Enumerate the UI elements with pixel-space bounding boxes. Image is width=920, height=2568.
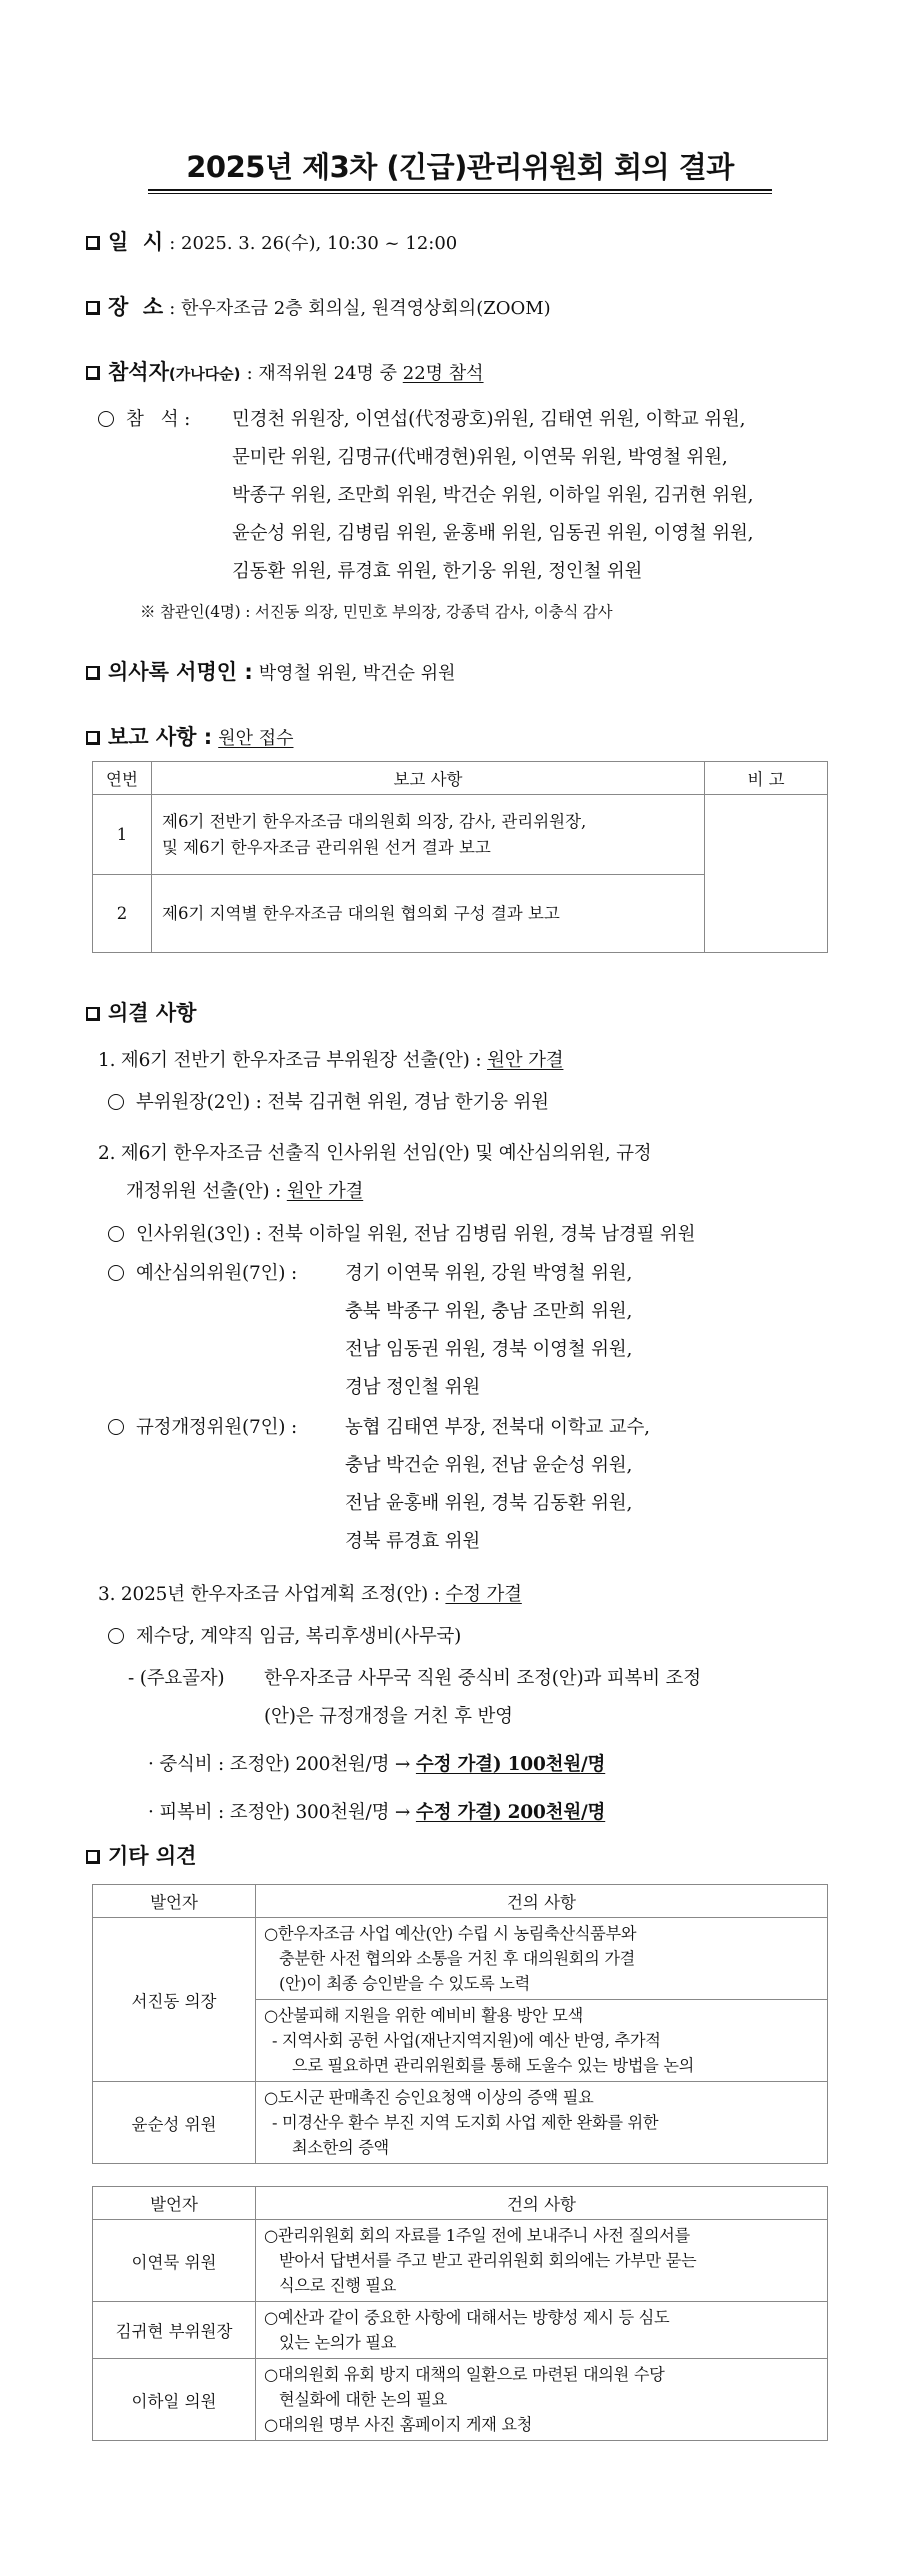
table-row: [93, 1918, 828, 2000]
opinion-line: ○예산과 같이 중요한 사항에 대해서는 방향성 제시 등 심도: [264, 2308, 670, 2327]
opinion-line: 최소한의 증액: [292, 2138, 389, 2157]
table-row: [93, 2302, 828, 2359]
checkbox-bullet-icon: [86, 731, 100, 745]
opinions-table-2: [92, 2186, 828, 2441]
observers-note: ※ 참관인(4명) : 서진동 의장, 민민호 부의장, 강종덕 감사, 이충식 감사: [140, 603, 613, 621]
attendees-summary: : 재적위원 24명 중 22명 참석: [246, 363, 484, 384]
budget-committee-line: 경기 이연묵 위원, 강원 박영철 위원,: [345, 1263, 633, 1284]
checkbox-bullet-icon: [86, 301, 100, 315]
clothing-allowance-result: 수정 가결) 200천원/명: [415, 1802, 606, 1823]
resolution-2-result: 원안 가결: [286, 1181, 364, 1202]
opinion-line: 식으로 진행 필요: [279, 2276, 397, 2295]
resolution-3-note-line1: 한우자조금 사무국 직원 중식비 조정(안)과 피복비 조정: [264, 1668, 701, 1689]
col-header-note: 비 고: [705, 762, 828, 795]
rule-committee-line: 농협 김태연 부장, 전북대 이학교 교수,: [345, 1417, 650, 1438]
row-opinion: [256, 2359, 828, 2441]
checkbox-bullet-icon: [86, 666, 100, 680]
opinion-line: 있는 논의가 필요: [279, 2333, 397, 2352]
date-value: : 2025. 3. 26(수), 10:30 ~ 12:00: [169, 233, 458, 254]
col-header-opinion: 건의 사항: [256, 1885, 828, 1918]
opinions-table-1: [92, 1884, 828, 2164]
resolution-3-note-label: - (주요골자): [128, 1668, 225, 1689]
rule-committee-line: 충남 박건순 위원, 전남 윤순성 위원,: [345, 1455, 633, 1476]
row-item-line: 제6기 전반기 한우자조금 대의원회 의장, 감사, 관리위원장,: [162, 811, 587, 831]
report-result: 원안 접수: [218, 728, 294, 749]
place-value: : 한우자조금 2층 회의실, 원격영상회의(ZOOM): [169, 298, 551, 319]
rule-committee-label: 규정개정위원(7인) :: [108, 1413, 297, 1439]
circle-bullet-icon: [108, 1628, 124, 1644]
opinion-line: ○대의원 명부 사진 홈페이지 게재 요청: [264, 2415, 533, 2434]
present-label-line: [98, 405, 190, 431]
col-header-opinion: 건의 사항: [256, 2187, 828, 2220]
circle-bullet-icon: [108, 1419, 124, 1435]
row-item: [152, 875, 705, 953]
row-item: [152, 795, 705, 875]
opinions-table-1-header: [93, 1885, 828, 1918]
row-opinion: [256, 1918, 828, 2000]
row-opinion: [256, 2220, 828, 2302]
report-label: 보고 사항 :: [108, 725, 213, 749]
budget-committee-line: 전남 임동권 위원, 경북 이영철 위원,: [345, 1339, 633, 1360]
opinion-line: ○관리위원회 회의 자료를 1주일 전에 보내주니 사전 질의서를: [264, 2226, 690, 2245]
circle-bullet-icon: [98, 411, 114, 427]
row-no: 1: [93, 795, 152, 875]
row-speaker: 서진동 의장: [93, 1918, 256, 2082]
row-opinion: [256, 2000, 828, 2082]
circle-bullet-icon: [108, 1226, 124, 1242]
date-label: 일 시: [108, 230, 164, 254]
resolution-2-title-line1: 2. 제6기 한우자조금 선출직 인사위원 선임(안) 및 예산심의위원, 규정: [98, 1143, 652, 1164]
budget-committee-line: 충북 박종구 위원, 충남 조만희 위원,: [345, 1301, 633, 1322]
resolution-3-item: 제수당, 계약직 임금, 복리후생비(사무국): [108, 1622, 461, 1648]
opinion-line: 으로 필요하면 관리위원회를 통해 도울수 있는 방법을 논의: [292, 2056, 695, 2075]
section-place: [86, 291, 551, 321]
row-opinion: [256, 2302, 828, 2359]
resolution-1-result: 원안 가결: [487, 1050, 564, 1071]
present-label: 참 석 :: [126, 409, 191, 430]
section-attendees: [86, 356, 484, 386]
row-speaker: 윤순성 위원: [93, 2082, 256, 2164]
resolution-2-title-line2: 개정위원 선출(안) : 원안 가결: [126, 1181, 364, 1202]
report-table: [92, 761, 828, 953]
col-header-speaker: 발언자: [93, 2187, 256, 2220]
section-other-opinions: [86, 1840, 196, 1870]
col-header-no: 연번: [93, 762, 152, 795]
report-table-header: [93, 762, 828, 795]
signers-label: 의사록 서명인 :: [108, 660, 253, 684]
table-row: [93, 2082, 828, 2164]
section-signers: [86, 656, 456, 686]
opinion-line: 현실화에 대한 논의 필요: [279, 2390, 447, 2409]
col-header-item: 보고 사항: [152, 762, 705, 795]
present-line-3: 박종구 위원, 조만희 위원, 박건순 위원, 이하일 위원, 김귀현 위원,: [232, 485, 754, 506]
table-row: [93, 2220, 828, 2302]
opinion-line: - 지역사회 공헌 사업(재난지역지원)에 예산 반영, 추가적: [272, 2031, 661, 2050]
circle-bullet-icon: [108, 1094, 124, 1110]
budget-committee-line: 경남 정인철 위원: [345, 1377, 481, 1398]
hr-committee-item: 인사위원(3인) : 전북 이하일 위원, 전남 김병림 위원, 경북 남경필 위원: [108, 1220, 695, 1246]
resolution-3-note-line2: (안)은 규정개정을 거친 후 반영: [264, 1706, 513, 1727]
row-note: [705, 795, 828, 953]
resolution-3-title: 3. 2025년 한우자조금 사업계획 조정(안) : 수정 가결: [98, 1584, 522, 1605]
checkbox-bullet-icon: [86, 1007, 100, 1021]
opinion-line: ○대의원회 유회 방지 대책의 일환으로 마련된 대의원 수당: [264, 2365, 665, 2384]
row-speaker: 김귀현 부위원장: [93, 2302, 256, 2359]
present-line-5: 김동환 위원, 류경효 위원, 한기웅 위원, 정인철 위원: [232, 561, 643, 582]
rule-committee-line: 전남 윤홍배 위원, 경북 김동환 위원,: [345, 1493, 633, 1514]
budget-committee-label: 예산심의위원(7인) :: [108, 1259, 297, 1285]
row-speaker: 이하일 의원: [93, 2359, 256, 2441]
present-line-2: 문미란 위원, 김명규(代배경현)위원, 이연묵 위원, 박영철 위원,: [232, 447, 728, 468]
document-title: 2025년 제3차 (긴급)관리위원회 회의 결과: [186, 150, 734, 184]
table-row: [93, 2359, 828, 2441]
present-line-4: 윤순성 위원, 김병림 위원, 윤홍배 위원, 임동권 위원, 이영철 위원,: [232, 523, 754, 544]
row-speaker: 이연묵 위원: [93, 2220, 256, 2302]
resolution-3-result: 수정 가결: [445, 1584, 522, 1605]
place-label: 장 소: [108, 295, 164, 319]
rule-committee-line: 경북 류경효 위원: [345, 1531, 481, 1552]
signers-value: 박영철 위원, 박건순 위원: [258, 663, 456, 684]
checkbox-bullet-icon: [86, 236, 100, 250]
resolutions-label: 의결 사항: [108, 1001, 197, 1025]
clothing-allowance-line: · 피복비 : 조정안) 300천원/명 → 수정 가결) 200천원/명: [148, 1802, 606, 1823]
resolution-1-title: 1. 제6기 전반기 한우자조금 부위원장 선출(안) : 원안 가결: [98, 1050, 564, 1071]
other-label: 기타 의견: [108, 1844, 197, 1868]
opinion-line: ○도시군 판매촉진 승인요청액 이상의 증액 필요: [264, 2088, 594, 2107]
title-underline: [148, 189, 772, 194]
opinion-line: (안)이 최종 승인받을 수 있도록 노력: [279, 1974, 530, 1993]
section-report: [86, 721, 294, 751]
meal-allowance-line: · 중식비 : 조정안) 200천원/명 → 수정 가결) 100천원/명: [148, 1754, 606, 1775]
table-row: [93, 795, 828, 875]
checkbox-bullet-icon: [86, 1850, 100, 1864]
section-date: [86, 226, 457, 256]
row-no: 2: [93, 875, 152, 953]
row-opinion: [256, 2082, 828, 2164]
opinion-line: - 미경산우 환수 부진 지역 도지회 사업 제한 완화를 위한: [272, 2113, 659, 2132]
opinion-line: 받아서 답변서를 주고 받고 관리위원회 회의에는 가부만 묻는: [279, 2251, 697, 2270]
col-header-speaker: 발언자: [93, 1885, 256, 1918]
opinion-line: ○산불피해 지원을 위한 예비비 활용 방안 모색: [264, 2006, 583, 2025]
resolution-1-item: 부위원장(2인) : 전북 김귀현 위원, 경남 한기웅 위원: [108, 1088, 549, 1114]
opinions-table-2-header: [93, 2187, 828, 2220]
attendees-label: 참석자(가나다순): [108, 360, 241, 384]
present-line-1: 민경천 위원장, 이연섭(代정광호)위원, 김태연 위원, 이학교 위원,: [232, 409, 746, 430]
opinion-line: 충분한 사전 협의와 소통을 거친 후 대의원회의 가결: [279, 1949, 635, 1968]
row-item-line: 제6기 지역별 한우자조금 대의원 협의회 구성 결과 보고: [162, 903, 560, 923]
meal-allowance-result: 수정 가결) 100천원/명: [415, 1754, 606, 1775]
checkbox-bullet-icon: [86, 366, 100, 380]
opinion-line: ○한우자조금 사업 예산(안) 수립 시 농림축산식품부와: [264, 1924, 637, 1943]
row-item-line: 및 제6기 한우자조금 관리위원 선거 결과 보고: [162, 837, 491, 857]
circle-bullet-icon: [108, 1265, 124, 1281]
section-resolutions: [86, 997, 196, 1027]
